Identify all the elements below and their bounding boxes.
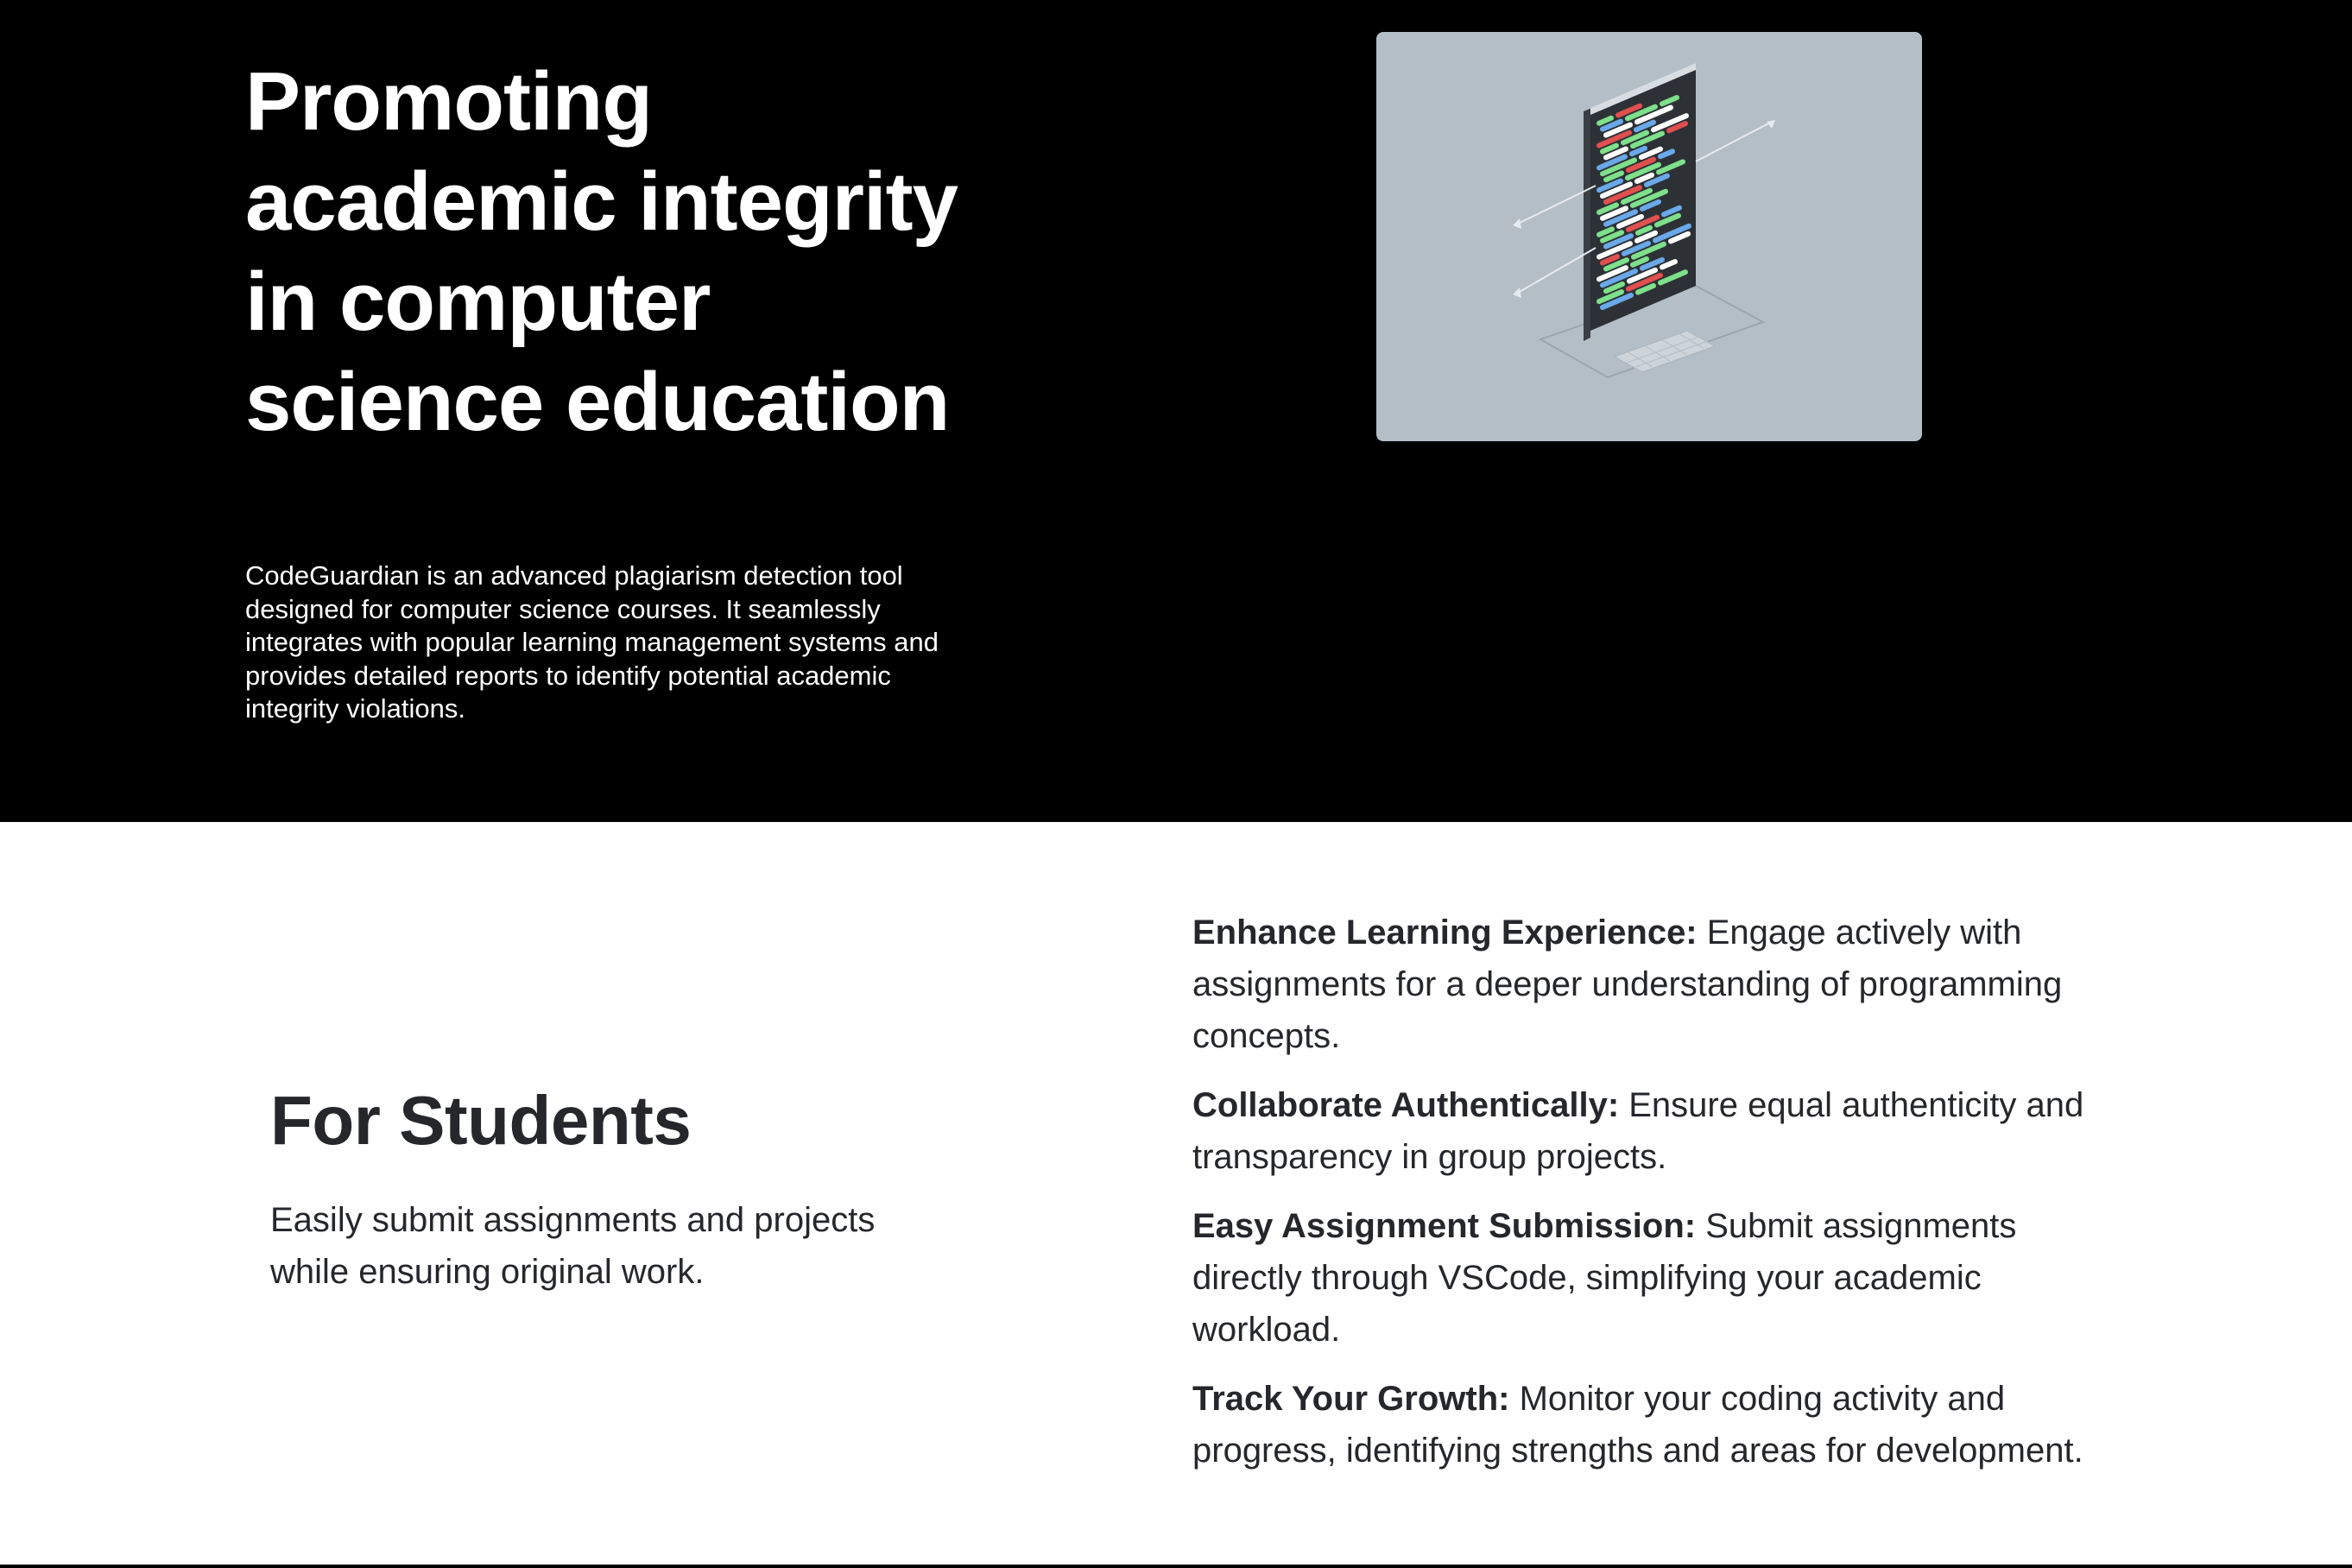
- feature-text: Engage actively with assignments for a deeper understanding of programming concepts.: [1192, 914, 2063, 1055]
- code-screen-illustration-icon: [1376, 32, 1922, 441]
- feature-title: Track Your Growth:: [1192, 1380, 1510, 1418]
- students-title: For Students: [270, 1082, 692, 1159]
- keyboard-icon: [1615, 331, 1715, 372]
- hero-description: CodeGuardian is an advanced plagiarism detection tool designed for computer science courses. It seamlessly integrates with popular learning management systems and provides detailed reports to identify potential academic integrity violations.: [245, 560, 939, 724]
- feature-item-easy-submission: [1192, 1200, 2108, 1356]
- students-description: Easily submit assignments and projects while ensuring original work.: [270, 1201, 876, 1291]
- hero-image: [1376, 32, 1922, 441]
- feature-text: Ensure equal authenticity and transparency in group projects.: [1192, 1086, 2084, 1176]
- feature-text: Submit assignments directly through VSCode, simplifying your academic workload.: [1192, 1207, 2017, 1349]
- page-bottom-edge: [0, 1565, 2352, 1568]
- student-features-list: [1192, 907, 2108, 1494]
- feature-item-track-growth: [1192, 1373, 2108, 1476]
- feature-title: Easy Assignment Submission:: [1192, 1207, 1697, 1245]
- feature-text: Monitor your coding activity and progress, identifying strengths and areas for development.: [1192, 1380, 2083, 1470]
- feature-item-enhance-learning: [1192, 907, 2108, 1062]
- feature-title: Enhance Learning Experience:: [1192, 914, 1698, 952]
- feature-title: Collaborate Authentically:: [1192, 1086, 1620, 1124]
- feature-item-collaborate: [1192, 1079, 2108, 1183]
- hero-title: Promoting academic integrity in computer science education: [245, 55, 958, 448]
